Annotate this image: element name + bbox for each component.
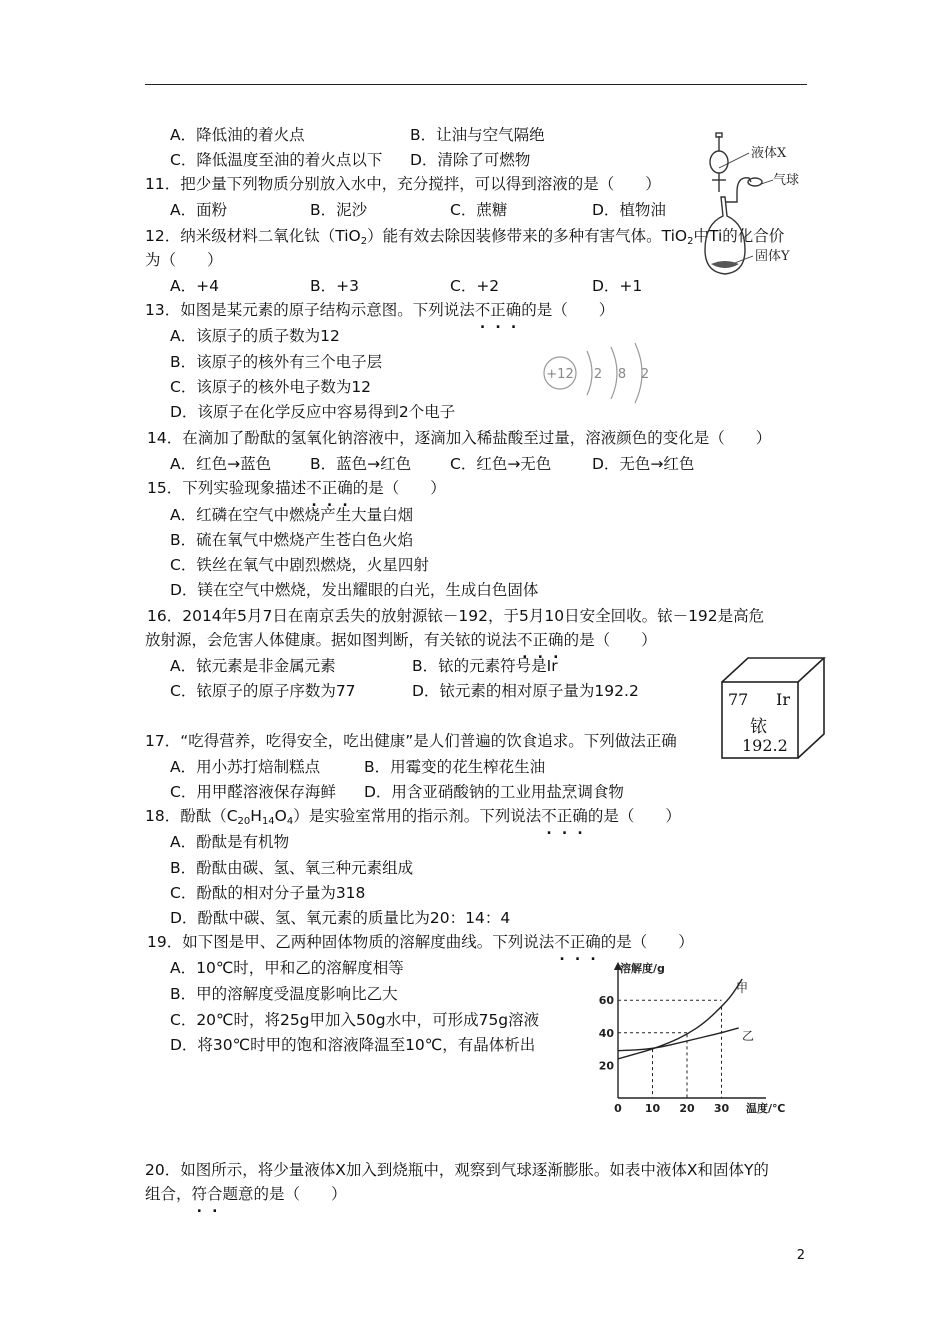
element-name: 铱 <box>750 717 767 737</box>
x-tick-label: 30 <box>713 1102 730 1115</box>
q18-option-c[interactable]: C．酚酞的相对分子量为318 <box>170 884 366 902</box>
funnel-bulb <box>710 151 728 173</box>
q19-option-d[interactable]: D．将30℃时甲的饱和溶液降温至10℃，有晶体析出 <box>170 1036 536 1054</box>
flask-label-balloon: 气球 <box>773 173 800 188</box>
q17-option-c[interactable]: C．用甲醛溶液保存海鲜 <box>170 783 336 801</box>
q11-option-d[interactable]: D．植物油 <box>592 201 666 219</box>
q12-stem-line2: 为（ ） <box>145 251 223 269</box>
q16-option-d[interactable]: D．铱元素的相对原子量为192.2 <box>412 682 639 700</box>
q12-stem: 12．纳米级材料二氧化钛（TiO$_2$）能有效去除因装修带来的多种有害气体。TiO$_2$中Ti的化合价 <box>145 227 785 247</box>
q11-option-b[interactable]: B．泥沙 <box>310 201 368 219</box>
flask-apparatus-figure <box>697 132 809 287</box>
q14-option-d[interactable]: D．无色→红色 <box>592 455 695 473</box>
solubility-chart <box>598 960 798 1120</box>
q11-stem: 11．把少量下列物质分别放入水中，充分搅拌，可以得到溶液的是（ ） <box>145 175 661 193</box>
q10-option-c[interactable]: C．降低温度至油的着火点以下 <box>170 151 383 169</box>
q11-option-a[interactable]: A．面粉 <box>170 201 228 219</box>
balloon <box>748 178 762 186</box>
q18-stem: 18．酚酞$(C_{20}H_{14}O_4)$是实验室常用的指示剂。下列说法不正确的是（ ） <box>145 807 681 827</box>
q16-stem: 16．2014年5月7日在南京丢失的放射源铱－192，于5月10日安全回收。铱－192是高危 <box>147 607 765 625</box>
chart-xlabel: 温度/℃ <box>746 1102 786 1115</box>
q12-option-c[interactable]: C．+2 <box>450 277 500 295</box>
flask-label-solid: 固体Y <box>755 249 790 264</box>
chart-ylabel: 溶解度/g <box>620 962 665 975</box>
q17-option-d[interactable]: D．用含亚硝酸钠的工业用盐烹调食物 <box>364 783 624 801</box>
element-symbol: Ir <box>776 690 790 709</box>
atom-shell-2-electrons: 8 <box>617 367 627 382</box>
q13-option-d[interactable]: D．该原子在化学反应中容易得到2个电子 <box>170 403 456 421</box>
x-tick-label: 20 <box>679 1102 695 1115</box>
y-tick-label: 40 <box>598 1026 614 1040</box>
solid-y <box>711 261 739 268</box>
q13-stem: 13．如图是某元素的原子结构示意图。下列说法不正确的是（ ） <box>145 301 615 319</box>
flask-label-liquid: 液体X <box>751 146 787 161</box>
header-rule <box>145 84 807 85</box>
q15-option-b[interactable]: B．硫在氧气中燃烧产生苍白色火焰 <box>170 531 414 549</box>
q15-option-a[interactable]: A．红磷在空气中燃烧产生大量白烟 <box>170 506 414 524</box>
element-atomic-number: 77 <box>728 690 749 709</box>
q19-stem: 19．如下图是甲、乙两种固体物质的溶解度曲线。下列说法不正确的是（ ） <box>147 933 694 951</box>
q19-option-b[interactable]: B．甲的溶解度受温度影响比乙大 <box>170 985 398 1003</box>
atom-nucleus-charge: +12 <box>546 367 574 382</box>
q10-option-b[interactable]: B．让油与空气隔绝 <box>410 126 545 144</box>
q18-option-a[interactable]: A．酚酞是有机物 <box>170 833 290 851</box>
q19-option-c[interactable]: C．20℃时，将25g甲加入50g水中，可形成75g溶液 <box>170 1011 540 1029</box>
q14-stem: 14．在滴加了酚酞的氢氧化钠溶液中，逐滴加入稀盐酸至过量，溶液颜色的变化是（ ） <box>147 429 772 447</box>
q16-option-c[interactable]: C．铱原子的原子序数为77 <box>170 682 356 700</box>
q16-option-a[interactable]: A．铱元素是非金属元素 <box>170 657 336 675</box>
q20-stem-line2: 组合，符合题意的是（ ） <box>145 1185 347 1203</box>
q12-option-d[interactable]: D．+1 <box>592 277 643 295</box>
atom-shell-3-electrons: 2 <box>640 367 650 382</box>
y-tick-label: 20 <box>598 1059 614 1073</box>
q15-option-d[interactable]: D．镁在空气中燃烧，发出耀眼的白光，生成白色固体 <box>170 581 539 599</box>
atom-structure-figure <box>535 343 660 413</box>
q16-option-b[interactable]: B．铱的元素符号是Ir <box>412 657 558 675</box>
q12-option-a[interactable]: A．+4 <box>170 277 219 295</box>
q15-option-c[interactable]: C．铁丝在氧气中剧烈燃烧，火星四射 <box>170 556 429 574</box>
q16-stem-line2: 放射源，会危害人体健康。据如图判断，有关铱的说法不正确的是（ ） <box>145 631 657 649</box>
x-tick-label: 0 <box>614 1102 622 1115</box>
q13-option-a[interactable]: A．该原子的质子数为12 <box>170 327 340 345</box>
atom-shell-1-electrons: 2 <box>593 367 603 382</box>
page-number: 2 <box>796 1248 805 1263</box>
q18-option-d[interactable]: D．酚酞中碳、氢、氧元素的质量比为20：14：4 <box>170 909 511 927</box>
q11-option-c[interactable]: C．蔗糖 <box>450 201 508 219</box>
series-line-jia <box>618 979 742 1059</box>
q17-option-a[interactable]: A．用小苏打焙制糕点 <box>170 758 321 776</box>
series-label-yi: 乙 <box>742 1029 755 1043</box>
side-tube <box>725 178 751 202</box>
element-atomic-mass: 192.2 <box>742 736 788 755</box>
q12-option-b[interactable]: B．+3 <box>310 277 359 295</box>
series-line-yi <box>618 1028 739 1051</box>
q17-option-b[interactable]: B．用霉变的花生榨花生油 <box>364 758 546 776</box>
q13-option-c[interactable]: C．该原子的核外电子数为12 <box>170 378 372 396</box>
atom-shell-2 <box>611 347 617 399</box>
q10-option-d[interactable]: D．清除了可燃物 <box>410 151 531 169</box>
q18-option-b[interactable]: B．酚酞由碳、氢、氧三种元素组成 <box>170 859 414 877</box>
q14-option-a[interactable]: A．红色→蓝色 <box>170 455 272 473</box>
q19-option-a[interactable]: A．10℃时，甲和乙的溶解度相等 <box>170 959 404 977</box>
q13-option-b[interactable]: B．该原子的核外有三个电子层 <box>170 353 383 371</box>
q14-option-c[interactable]: C．红色→无色 <box>450 455 552 473</box>
y-tick-label: 60 <box>598 994 614 1008</box>
q17-stem: 17．“吃得营养，吃得安全，吃出健康”是人们普遍的饮食追求。下列做法正确 <box>145 732 677 750</box>
q15-stem: 15．下列实验现象描述不正确的是（ ） <box>147 479 446 497</box>
q10-option-a[interactable]: A．降低油的着火点 <box>170 126 305 144</box>
series-label-jia: 甲 <box>736 981 749 995</box>
q14-option-b[interactable]: B．蓝色→红色 <box>310 455 412 473</box>
x-tick-label: 10 <box>644 1102 661 1115</box>
atom-shell-1 <box>587 351 592 395</box>
element-card <box>720 656 826 760</box>
q20-stem: 20．如图所示，将少量液体X加入到烧瓶中，观察到气球逐渐膨胀。如表中液体X和固体Y的 <box>145 1161 769 1179</box>
